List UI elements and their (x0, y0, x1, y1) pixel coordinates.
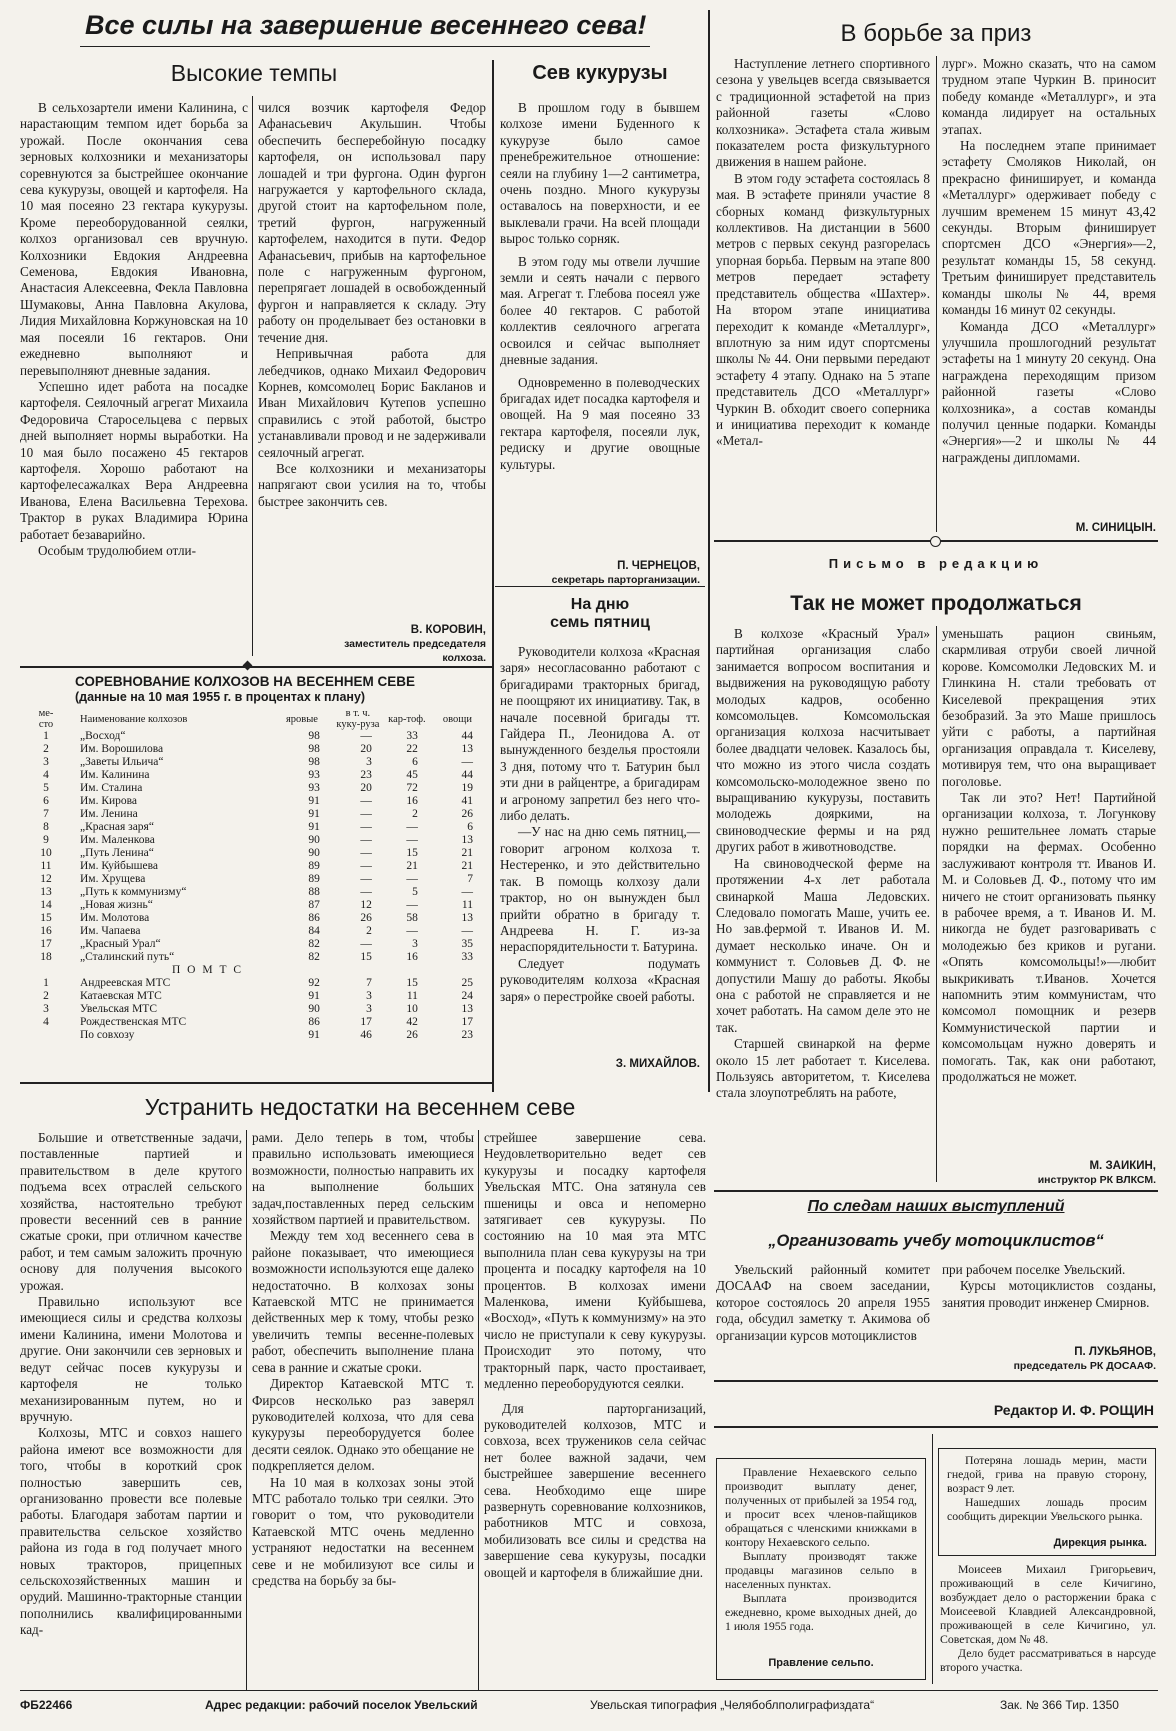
corn-cell: — (360, 730, 372, 742)
veg-cell: 13 (461, 743, 473, 755)
veg-cell: 23 (461, 1029, 473, 1041)
paragraph: Между тем ход весеннего сева в районе показывает, что имеющиеся возможности используются еще далеко недостаточно. В колхозах зоны Катаевской МТС не принимается действенных мер к тому, чтобы резко увеличить темпы весенне-полевых работ, обеспечить выполнение плана сева в ранние и сжатые сроки. (252, 1228, 474, 1375)
table-row (30, 808, 485, 821)
veg-cell: 24 (461, 990, 473, 1002)
table-row (30, 821, 485, 834)
spring-cell: 98 (308, 756, 320, 768)
potato-cell: — (406, 899, 418, 911)
followup-rubric: По следам наших выступлений (807, 1198, 1065, 1215)
place-cell: 1 (43, 977, 49, 989)
paragraph: Так ли это? Нет! Партийной организации колхоза, т. Логункову нужно решительнее ломать старые порядки на фермах. Особенно заслуживают контроля тт. Иванов И. М. и Соловьев Д. Ф., потому что им ничего не стоит организовать пьянку в рабочее время, а т. Иванов И. М. никогда не будет разговаривать с молодежью без криков и ругани. «Опять комсомольцы!»—любит выкрикивать т.Иванов. Хочется напомнить этим коммунистам, что комсомол помощник и резерв Коммунистической партии и комсомольцам нужно доверять и помогать. Так, как они работают, продолжаться не может. (942, 790, 1156, 1084)
prize-signature: М. СИНИЦЫН. (1075, 522, 1156, 534)
col-header-name: Наименование колхозов (80, 713, 188, 725)
prize-title: В борьбе за приз (840, 20, 1032, 47)
potato-cell: 2 (412, 808, 418, 820)
potato-cell: 10 (406, 1003, 418, 1015)
veg-cell: 44 (461, 769, 473, 781)
fix-col2 (252, 1130, 474, 1692)
ad-horse-signature: Дирекция рынка. (1053, 1537, 1147, 1549)
paragraph: Старшей свинаркой на ферме около 15 лет работает т. Киселева. Пользуясь авторитетом, т. Киселева стала злоупотреблять на работе, (716, 1036, 930, 1101)
place-cell: 15 (40, 912, 52, 924)
spring-cell: 89 (308, 873, 320, 885)
high-tempo-col1 (20, 100, 248, 660)
paragraph: В этом году мы отвели лучшие земли и сеять начали с первого мая. Агрегат т. Глебова посеял уже более 40 гектаров. С работой коллектив сеялочного агрегата освоился и сейчас выполняет дневные задания. (500, 253, 700, 368)
fridays-title: На дню (570, 596, 630, 613)
table-row (30, 990, 485, 1003)
letter-title: Так не может продолжаться (790, 592, 1082, 615)
name-cell: Андреевская МТС (80, 977, 171, 989)
name-cell: Катаевская МТС (80, 990, 162, 1002)
ad-selpo-signature: Правление сельпо. (768, 1657, 874, 1669)
paragraph: Все колхозники и механизаторы напрягают свои усилия на то, чтобы быстрее закончить сев. (258, 460, 486, 509)
place-cell: 6 (43, 795, 49, 807)
name-cell: Им. Куйбышева (80, 860, 158, 872)
potato-cell: 15 (406, 977, 418, 989)
paragraph: Выплата производится ежедневно, кроме выходных дней, до 1 июля 1955 года. (725, 1591, 917, 1633)
followup-signature: П. ЛУКЬЯНОВ, (1074, 1346, 1156, 1358)
veg-cell: 13 (461, 1003, 473, 1015)
veg-cell: 21 (461, 860, 473, 872)
paragraph: чился возчик картофеля Федор Афанасьевич Акульшин. Чтобы обеспечить бесперебойную посадку картофеля, он использовал пару лошадей и три фургона. Один фургон нагружается у картофельного склада, другой стоит на картофельном поле, третий фургон, нагруженный картофелем, находится в пути. Федор Афанасьевич, прибыв на картофельное поле с нагруженным фургоном, перепрягает лошадей в освобожденный фургон и направляется к складу. Эту работу он проделывает без остановки в течение дня. (258, 100, 486, 345)
followup-col1 (716, 1262, 930, 1346)
paragraph: В колхозе «Красный Урал» партийная организация слабо занимается вопросом воспитания и выдвижения на руководящую работу молодых кадров, особенно комсомольцев. Комсомольская организация колхоза насчитывает более двадцати человек. Казалось бы, что можно из этого числа создать комсомольско-молодежное звено по выращиванию кукурузы, поставить молодежь дояркими, на свиноводческие фермы и на ряд других работ в животноводстве. (716, 626, 930, 855)
col-header-potato: кар-тоф. (388, 713, 426, 725)
corn-cell: 3 (366, 990, 372, 1002)
paragraph: Для парторганизаций, руководителей колхозов, МТС и совхоза, всех тружеников села сейчас нет более важной задачи, чем быстрейшее завершение весеннего сева. Необходимо еще шире развернуть соревнование колхозников, работников МТС и совхоза, мобилизовать все силы и средства на завершение сева кукурузы, посадки овощей и картофеля в ближайшие дни. (484, 1400, 706, 1580)
corn-cell: 2 (366, 925, 372, 937)
potato-cell: 6 (412, 756, 418, 768)
paragraph: В сельхозартели имени Калинина, с нарастающим темпом идет борьба за урожай. После окончания сева зерновых колхозники и механизаторы соревнуются за быстрейшее окончание сева кукурузы, овощей и картофеля. На 10 мая посеяно 23 гектара кукурузы. Кроме переоборудованной сеялки, колхоз организовал сев вручную. Колхозники Евдокия Андреевна Семенова, Евдокия Ивановна, Анастасия Алексеевна, Фекла Павловна Шумаковы, Анна Павловна Акулова, Лидия Михайловна Коржуновская на 10 мая посеяли 16 гектаров. Они ежедневно выполняют и перевыполняют дневные задания. (20, 100, 248, 378)
name-cell: Увельская МТС (80, 1003, 158, 1015)
spring-cell: 90 (308, 847, 320, 859)
letter-signature: М. ЗАИКИН, (1089, 1160, 1156, 1172)
name-cell: Им. Калинина (80, 769, 150, 781)
letter-rubric: Письмо в редакцию (828, 556, 1044, 571)
name-cell: Им. Ленина (80, 808, 138, 820)
name-cell: Им. Ворошилова (80, 743, 164, 755)
spring-cell: 86 (308, 912, 320, 924)
veg-cell: 26 (461, 808, 473, 820)
section-rule (714, 1380, 1158, 1382)
paragraph: Курсы мотоциклистов созданы, занятия проводит инженер Смирнов. (942, 1278, 1156, 1310)
name-cell: „Красный Урал“ (80, 938, 161, 950)
place-cell: 3 (43, 1003, 49, 1015)
paragraph: Выплату производят также продавцы магазинов сельпо в населенных пунктах. (725, 1549, 917, 1591)
name-cell: „Путь к коммунизму“ (80, 886, 187, 898)
letter-col2 (942, 626, 1156, 1161)
page-rule (708, 10, 710, 1092)
paragraph: лург». Можно сказать, что на самом трудном этапе Чуркин В. приносит победу команде «Металлург», и эта команда лидирует на остальных этапах. (942, 56, 1156, 137)
column-rule (492, 60, 494, 1092)
spring-cell: 90 (308, 834, 320, 846)
corn-cell: — (360, 938, 372, 950)
footer-printer: Увельская типография „Челябоблполиграфиздата“ (590, 1698, 875, 1712)
spring-cell: 93 (308, 782, 320, 794)
spring-cell: 93 (308, 769, 320, 781)
col-header-spring: яровые (285, 713, 318, 725)
potato-cell: 21 (406, 860, 418, 872)
place-cell: 12 (40, 873, 52, 885)
column-rule (932, 1434, 933, 1684)
place-cell: 18 (40, 951, 52, 963)
section-rule (495, 586, 705, 587)
table-row (30, 951, 485, 964)
place-cell: 4 (43, 769, 49, 781)
spring-cell: 91 (308, 990, 320, 1002)
paragraph: уменьшать рацион свиньям, скармливая отруби своей личной корове. Комсомолки Ледовских М. и Глинкина Н. стали требовать от Киселевой прекращения этих безобразий. За это Маше пришлось уйти с работы, а партийная организация оправдала т. Киселеву, мотивируя тем, что она выращивает поголовье. (942, 626, 1156, 789)
spring-cell: 98 (308, 743, 320, 755)
potato-cell: 11 (406, 990, 418, 1002)
table-row (30, 938, 485, 951)
place-cell: 17 (40, 938, 52, 950)
veg-cell: 44 (461, 730, 473, 742)
spring-cell: 91 (308, 821, 320, 833)
table-row (30, 756, 485, 769)
veg-cell: 6 (467, 821, 473, 833)
potato-cell: 33 (406, 730, 418, 742)
followup-title: „Организовать учебу мотоциклистов“ (768, 1232, 1104, 1250)
place-cell: 4 (43, 1016, 49, 1028)
place-cell: 7 (43, 808, 49, 820)
high-tempo-signature: В. КОРОВИН, (410, 624, 486, 636)
place-cell: 1 (43, 730, 49, 742)
corn-cell: 3 (366, 1003, 372, 1015)
corn-cell: 20 (360, 743, 372, 755)
column-rule (252, 96, 253, 656)
competition-table-subtitle: (данные на 10 мая 1955 г. в процентах к плану) (75, 690, 366, 704)
name-cell: Им. Кирова (80, 795, 138, 807)
footer-order: Зак. № 366 Тир. 1350 (1000, 1698, 1119, 1712)
veg-cell: 33 (461, 951, 473, 963)
fridays-title2: семь пятниц (550, 614, 650, 631)
fix-col1 (20, 1130, 242, 1692)
name-cell: Им. Чапаева (80, 925, 141, 937)
potato-cell: 15 (406, 847, 418, 859)
rule-ornament (930, 536, 941, 547)
place-cell: 16 (40, 925, 52, 937)
column-rule (936, 56, 937, 532)
paragraph: при рабочем поселке Увельский. (942, 1262, 1126, 1277)
potato-cell: 26 (406, 1029, 418, 1041)
spring-cell: 82 (308, 951, 320, 963)
name-cell: „Сталинский путь“ (80, 951, 175, 963)
spring-cell: 90 (308, 1003, 320, 1015)
spring-cell: 86 (308, 1016, 320, 1028)
place-cell: 2 (43, 990, 49, 1002)
table-row (30, 730, 485, 743)
letter-col1 (716, 626, 930, 1186)
corn-sign-position: секретарь парторганизации. (551, 574, 700, 586)
rule-ornament (243, 661, 253, 671)
place-cell: 10 (40, 847, 52, 859)
place-cell: 2 (43, 743, 49, 755)
spring-cell: 92 (308, 977, 320, 989)
name-cell: „Новая жизнь“ (80, 899, 153, 911)
paragraph: Успешно идет работа на посадке картофеля. Сеялочный агрегат Михаила Федоровича Старосельцева с первых дней выполняет нормы выработки. На 10 мая было посажено 45 гектаров картофеля. Хорошо работают на картофелесажалках Вера Андреевна Иванова, Елена Васильевна Терехова. Трактор в руках Владимира Юрина работает безаварийно. (20, 378, 248, 542)
veg-cell: 21 (461, 847, 473, 859)
table-row (30, 873, 485, 886)
footer-address: Адрес редакции: рабочий поселок Увельский (205, 1698, 478, 1712)
spring-cell: 89 (308, 860, 320, 872)
potato-cell: — (406, 873, 418, 885)
prize-col2 (942, 56, 1156, 516)
table-row (30, 847, 485, 860)
paragraph: Наступление летнего спортивного сезона у увельцев всегда связывается с традиционной эстафетой на приз районной газеты «Слово колхозника». Эстафета стала живым показателем роста физкультурного движения в нашем районе. (716, 56, 930, 170)
name-cell: По совхозу (80, 1029, 135, 1041)
spring-cell: 91 (308, 795, 320, 807)
table-row (30, 912, 485, 925)
table-row (30, 899, 485, 912)
place-cell: 5 (43, 782, 49, 794)
paragraph: На свиноводческой ферме на протяжении 4-х лет работала свинаркой Маша Ледовских. Следовало помогать Маше, учить ее. Но зав.фермой т. Иванов И. М. думает несколько иначе. Он и коммунист т. Соловьев Д. Ф. не допустили Машу до работы. Якобы она с работой не справляется и не хочет работать. На самом деле это не так. (716, 855, 930, 1035)
veg-cell: — (461, 925, 473, 937)
corn-cell: — (360, 847, 372, 859)
lead-headline: Все силы на завершение весеннего сева! (85, 10, 647, 40)
section-rule (714, 1426, 1158, 1428)
letter-sign-position: инструктор РК ВЛКСМ. (1037, 1174, 1156, 1186)
potato-cell: 22 (406, 743, 418, 755)
fix-title: Устранить недостатки на весеннем севе (144, 1094, 576, 1120)
corn-cell: 17 (360, 1016, 372, 1028)
paragraph: Директор Катаевской МТС т. Фирсов несколько раз заверял руководителей колхоза, что для сева кукурузы переоборудуется более десяти сеялок. Однако это обещание не подкрепляется делом. (252, 1376, 474, 1474)
corn-cell: — (360, 834, 372, 846)
name-cell: Рождественская МТС (80, 1016, 187, 1028)
prize-col1 (716, 56, 930, 530)
paragraph: Одновременно в полеводческих бригадах идет посадка картофеля и овощей. На 9 мая посеяно 33 гектара картофеля, посеяли лук, редиску и другие овощные культуры. (500, 374, 700, 472)
table-row (30, 860, 485, 873)
paragraph: Потеряна лошадь мерин, масти гнедой, грива на правую сторону, возраст 9 лет. (947, 1453, 1147, 1495)
corn-cell: 46 (360, 1029, 372, 1041)
corn-cell: — (360, 886, 372, 898)
paragraph: Колхозы, МТС и совхоз нашего района имеют все возможности для того, чтобы в короткий срок полностью завершить сев, организованно провести все полевые работы. Благодаря заботам партии и правительства сельское хозяйство района из года в год получает много новых тракторов, прицепных сельскохозяйственных машин и орудий. Машинно-тракторные станции пополнились квалифицированными кад- (20, 1425, 242, 1638)
fix-col3 (484, 1130, 706, 1692)
table-row (30, 795, 485, 808)
table-row (30, 977, 485, 990)
high-tempo-col2 (258, 100, 486, 600)
place-cell: 13 (40, 886, 52, 898)
spring-cell: 88 (308, 886, 320, 898)
potato-cell: 16 (406, 951, 418, 963)
veg-cell: 13 (461, 912, 473, 924)
fridays-text (500, 644, 700, 1054)
high-tempo-sign-position2: колхоза. (442, 652, 486, 664)
veg-cell: 41 (461, 795, 473, 807)
corn-cell: — (360, 873, 372, 885)
corn-cell: — (360, 808, 372, 820)
spring-cell: 87 (308, 899, 320, 911)
ad-horse-text (947, 1453, 1147, 1537)
spring-cell: 98 (308, 730, 320, 742)
veg-cell: 7 (467, 873, 473, 885)
corn-cell: — (360, 860, 372, 872)
potato-cell: 3 (412, 938, 418, 950)
corn-cell: 7 (366, 977, 372, 989)
spring-cell: 91 (308, 1029, 320, 1041)
name-cell: „Восход“ (80, 730, 126, 742)
spring-cell: 91 (308, 808, 320, 820)
potato-cell: — (406, 925, 418, 937)
followup-col2 (942, 1262, 1156, 1346)
table-row (30, 925, 485, 938)
corn-cell: 26 (360, 912, 372, 924)
ad-selpo-text (725, 1465, 917, 1657)
corn-cell: 12 (360, 899, 372, 911)
ad-divorce-text (940, 1562, 1156, 1680)
footer-code: ФБ22466 (20, 1698, 73, 1712)
table-row (30, 886, 485, 899)
corn-cell: — (360, 795, 372, 807)
name-cell: Им. Хрущева (80, 873, 146, 885)
table-row (30, 769, 485, 782)
potato-cell: — (406, 821, 418, 833)
place-cell (30, 1029, 62, 1042)
paragraph: Руководители колхоза «Красная заря» несогласованно работают с бригадирами тракторных бригад, не поощряют их инициативу. Так, в начале посевной бригады тт. Гайдера П., Леонидова А. от вынужденного безделья простояли 3 дня, потому что т. Батурин был эти дни в райцентре, а бригадирам и агроному запретил без него что-либо делать. (500, 644, 700, 824)
veg-cell: — (461, 886, 473, 898)
name-cell: „Заветы Ильича“ (80, 756, 164, 768)
high-tempo-title: Высокие темпы (170, 60, 338, 86)
col-header-corn: в т. ч. куку-руза (336, 708, 380, 730)
mts-label-row (30, 964, 485, 977)
name-cell: Им. Молотова (80, 912, 150, 924)
table-row (30, 834, 485, 847)
corn-title: Сев кукурузы (532, 62, 668, 84)
veg-cell: 35 (461, 938, 473, 950)
paragraph: В прошлом году в бывшем колхозе имени Буденного к кукурузе было самое пренебрежительное отношение: сеяли на глубину 1—2 сантиметра, очень поздно. Много кукурузы оставалось на поверхности, и ее выклевали грачи. На всей площади вырос только сорняк. (500, 100, 700, 247)
veg-cell: 19 (461, 782, 473, 794)
corn-cell: 20 (360, 782, 372, 794)
place-cell: 3 (43, 756, 49, 768)
paragraph: Нашедших лошадь просим сообщить дирекции Увельского рынка. (947, 1495, 1147, 1523)
place-cell: 11 (40, 860, 52, 872)
veg-cell: 25 (461, 977, 473, 989)
high-tempo-sign-position: заместитель председателя (344, 638, 486, 650)
followup-sign-position: председатель РК ДОСААФ. (1013, 1360, 1156, 1372)
potato-cell: 5 (412, 886, 418, 898)
paragraph: Особым трудолюбием отли- (38, 542, 196, 558)
name-cell: „Путь Ленина“ (80, 847, 154, 859)
veg-cell: 13 (461, 834, 473, 846)
ad-selpo-box (716, 1458, 926, 1680)
table-row (30, 1016, 485, 1029)
potato-cell: 58 (406, 912, 418, 924)
corn-cell: — (360, 821, 372, 833)
ad-horse-box (938, 1448, 1156, 1556)
column-rule (936, 626, 937, 1182)
section-rule (714, 1190, 1158, 1192)
paragraph: —У нас на дню семь пятниц,—говорит агроном колхоза т. Нестеренко, и это действительно так. В помощь колхозу дали трактор, но он вынужден был прийти обратно в бригаду т. Андреева Н. Г. из-за нераспорядительности т. Батурина. (500, 824, 700, 955)
paragraph: Моисеев Михаил Григорьевич, проживающий в селе Кичигино, возбуждает дело о расторжении брака с Моисеевой Клавдией Александровной, проживающей в селе Кичигино, ул. Советская, дом № 48. (940, 1562, 1156, 1646)
paragraph: Правильно используют все имеющиеся силы и средства колхозы имени Калинина, имени Молотова и другие. Они закончили сев зерновых и ведут сейчас посев кукурузы и картофеля не только механизированным путем, но и вручную. (20, 1294, 242, 1424)
spring-cell: 82 (308, 938, 320, 950)
mts-label: П О М Т С (172, 964, 244, 976)
spring-cell: 84 (308, 925, 320, 937)
corn-cell: 23 (360, 769, 372, 781)
place-cell: 14 (40, 899, 52, 911)
paragraph: На 10 мая в колхозах зоны этой МТС работало только три сеялки. Это говорит о том, что руководители Катаевской МТС очень медленно устраняют недостатки на весеннем севе и не мобилизуют все силы и средства на борьбу за бы- (252, 1474, 474, 1588)
fridays-signature: З. МИХАЙЛОВ. (615, 1058, 700, 1070)
paragraph: Увельский районный комитет ДОСААФ на своем заседании, которое состоялось 20 апреля 1955 года, обсудил заметку т. Акимова об организации курсов мотоциклистов (716, 1262, 930, 1343)
table-row (30, 743, 485, 756)
veg-cell: 11 (461, 899, 473, 911)
potato-cell: 16 (406, 795, 418, 807)
competition-table-grid (30, 708, 485, 1042)
place-cell: 8 (43, 821, 49, 833)
place-cell: 9 (43, 834, 49, 846)
corn-signature: П. ЧЕРНЕЦОВ, (617, 560, 700, 572)
potato-cell: 72 (406, 782, 418, 794)
paragraph: Большие и ответственные задачи, поставленные партией и правительством в деле крутого подъема всех отраслей сельского хозяйства, настоятельно требуют провести весенний сев в ранние сжатые сроки, при отличном качестве работ, и тем самым заложить прочную основу для получения высокого урожая. (20, 1130, 242, 1293)
editor-line: Редактор И. Ф. РОЩИН (993, 1402, 1154, 1418)
table-row (30, 1029, 485, 1042)
veg-cell: — (461, 756, 473, 768)
paragraph: Правление Нехаевского сельпо производит выплату денег, полученных от прибылей за 1954 год, и просит всех членов-пайщиков обращаться с членскими книжками в контору Нехаевского сельпо. (725, 1465, 917, 1549)
section-rule (20, 666, 492, 668)
corn-cell: 3 (366, 756, 372, 768)
competition-table-title: СОРЕВНОВАНИЕ КОЛХОЗОВ НА ВЕСЕННЕМ СЕВЕ (75, 674, 416, 689)
veg-cell: 17 (461, 1016, 473, 1028)
col-header-veg: овощи (442, 713, 472, 725)
potato-cell: — (406, 834, 418, 846)
potato-cell: 42 (406, 1016, 418, 1028)
competition-table (30, 708, 485, 1042)
section-rule (20, 1082, 492, 1084)
potato-cell: 45 (406, 769, 418, 781)
name-cell: „Красная заря“ (80, 821, 154, 833)
paragraph: Непривычная работа для лебедчиков, однако Михаил Федорович Корнев, комсомолец Борис Бакланов и Иван Михайлович Кутепов успешно справились с этой работой, быстро устанавливали провод и не задерживали сеялочный агрегат. (258, 346, 486, 460)
paragraph: рами. Дело теперь в том, чтобы правильно использовать имеющиеся возможности, полностью направить их на выполнение больших задач,поставленных перед сельским хозяйством партией и правительством. (252, 1130, 474, 1228)
paragraph: Команда ДСО «Металлург» улучшила прошлогодний результат эстафеты на 1 минуту 20 секунд. Она награждена переходящим призом районной газеты «Слово колхозника», а состав команды получил ценные подарки. Команды «Энергия»—2 и школы № 44 награждены дипломами. (942, 318, 1156, 465)
lead-underline (80, 46, 650, 47)
paragraph: Дело будет рассматриваться в нарсуде второго участка. (940, 1646, 1156, 1674)
paragraph: Следует подумать руководителям колхоза «Красная заря» о перестройке своей работы. (500, 955, 700, 1004)
footer-rule (20, 1690, 1158, 1691)
column-rule (478, 1130, 479, 1690)
column-rule (246, 1130, 247, 1690)
table-row (30, 782, 485, 795)
name-cell: Им. Маленкова (80, 834, 155, 846)
table-header-row (30, 708, 485, 730)
col-header-place: ме-сто (38, 708, 54, 730)
paragraph: В этом году эстафета состоялась 8 мая. В эстафете приняли участие 8 сборных команд физкультурных коллективов. На дистанции в 5600 метров с первых секунд разгорелась упорная борьба. Первым на этапе 800 метров передает эстафету представитель общества «Шахтер». На втором этапе инициатива переходит к команде «Металлург», вплотную за ним идут спортсмены школы № 44. Они первыми передают эстафету 4 этапу. Однако на 5 этапе представитель ДСО «Металлург» Чуркин В. обходит своего соперника и инициатива переходит к команде «Метал- (716, 170, 930, 449)
paragraph: На последнем этапе принимает эстафету Смоляков Николай, он прекрасно финиширует, и команда «Металлург» одерживает победу с лучшим временем 15 минут 43,42 секунды. Вторым финиширует спортсмен ДСО «Энергия»—2, результат команды 15, 58 секунд. Третьим финиширует представитель команды школы № 44, время команды 16 минут 02 секунды. (942, 138, 1156, 318)
table-row (30, 1003, 485, 1016)
paragraph: стрейшее завершение сева. Неудовлетворительно ведет сев кукурузы и посадку картофеля Увельская МТС. Она затянула сев пшеницы и овса и непомерно затягивает сев кукурузы. По состоянию на 10 мая эта МТС выполнила план сева кукурузы на три процента и посадку картофеля на 10 процентов. В колхозах имени Маленкова, имени Куйбышева, «Восход», «Путь к коммунизму» на это число не приступали к севу кукурузы. Происходит это потому, что тракторный парк, часто простаивает, медленно переоборудуются сеялки. (484, 1130, 706, 1392)
corn-text (500, 100, 700, 555)
corn-cell: 15 (360, 951, 372, 963)
name-cell: Им. Сталина (80, 782, 143, 794)
